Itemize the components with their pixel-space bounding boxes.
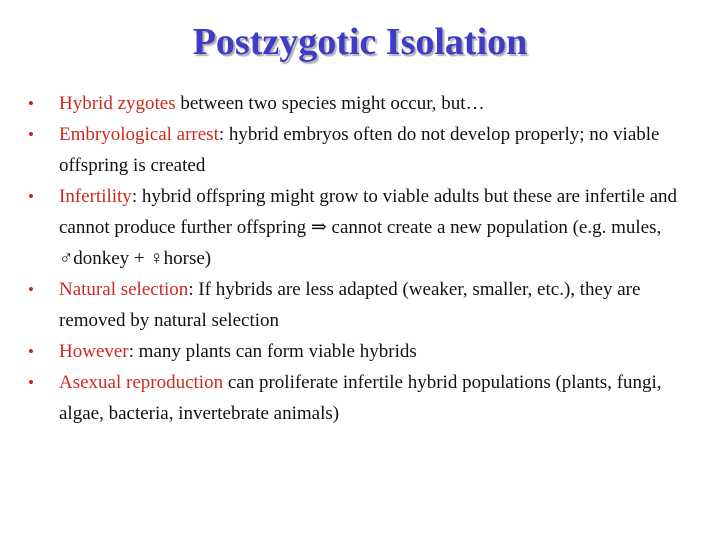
slide-title: Postzygotic Isolation xyxy=(192,21,528,63)
bullet-embryological-arrest xyxy=(28,119,700,181)
bullet-marker: • xyxy=(28,125,34,144)
bullet-text: can proliferate infertile hybrid populations (plants, fungi, algae, bacteria, invertebrate animals) xyxy=(59,372,662,424)
bullet-term: Embryological arrest xyxy=(59,124,219,145)
bullet-marker: • xyxy=(28,187,34,206)
bullet-term: Hybrid zygotes xyxy=(59,93,176,114)
bullet-natural-selection xyxy=(28,274,700,336)
bullet-term: However xyxy=(59,341,129,362)
bullet-infertility xyxy=(28,181,700,274)
bullet-term: Asexual reproduction xyxy=(59,372,224,393)
bullet-term: Natural selection xyxy=(59,279,189,300)
bullet-list xyxy=(28,88,700,429)
bullet-text: : hybrid embryos often do not develop properly; no viable offspring is created xyxy=(59,124,660,176)
bullet-text: between two species might occur, but… xyxy=(175,93,485,114)
bullet-text: : many plants can form viable hybrids xyxy=(128,341,417,362)
bullet-marker: • xyxy=(28,342,34,361)
bullet-however xyxy=(28,336,700,367)
bullet-text: : If hybrids are less adapted (weaker, smaller, etc.), they are removed by natural selection xyxy=(59,279,641,331)
bullet-term: Infertility xyxy=(59,186,132,207)
bullet-text: : hybrid offspring might grow to viable adults but these are infertile and cannot produce further offspring ⇒ cannot create a new population (e.g. mules, ♂donkey + ♀horse) xyxy=(59,186,678,269)
bullet-marker: • xyxy=(28,280,34,299)
bullet-hybrid-zygotes xyxy=(28,88,700,119)
bullet-marker: • xyxy=(28,94,34,113)
bullet-marker: • xyxy=(28,373,34,392)
bullet-asexual-reproduction xyxy=(28,367,700,429)
